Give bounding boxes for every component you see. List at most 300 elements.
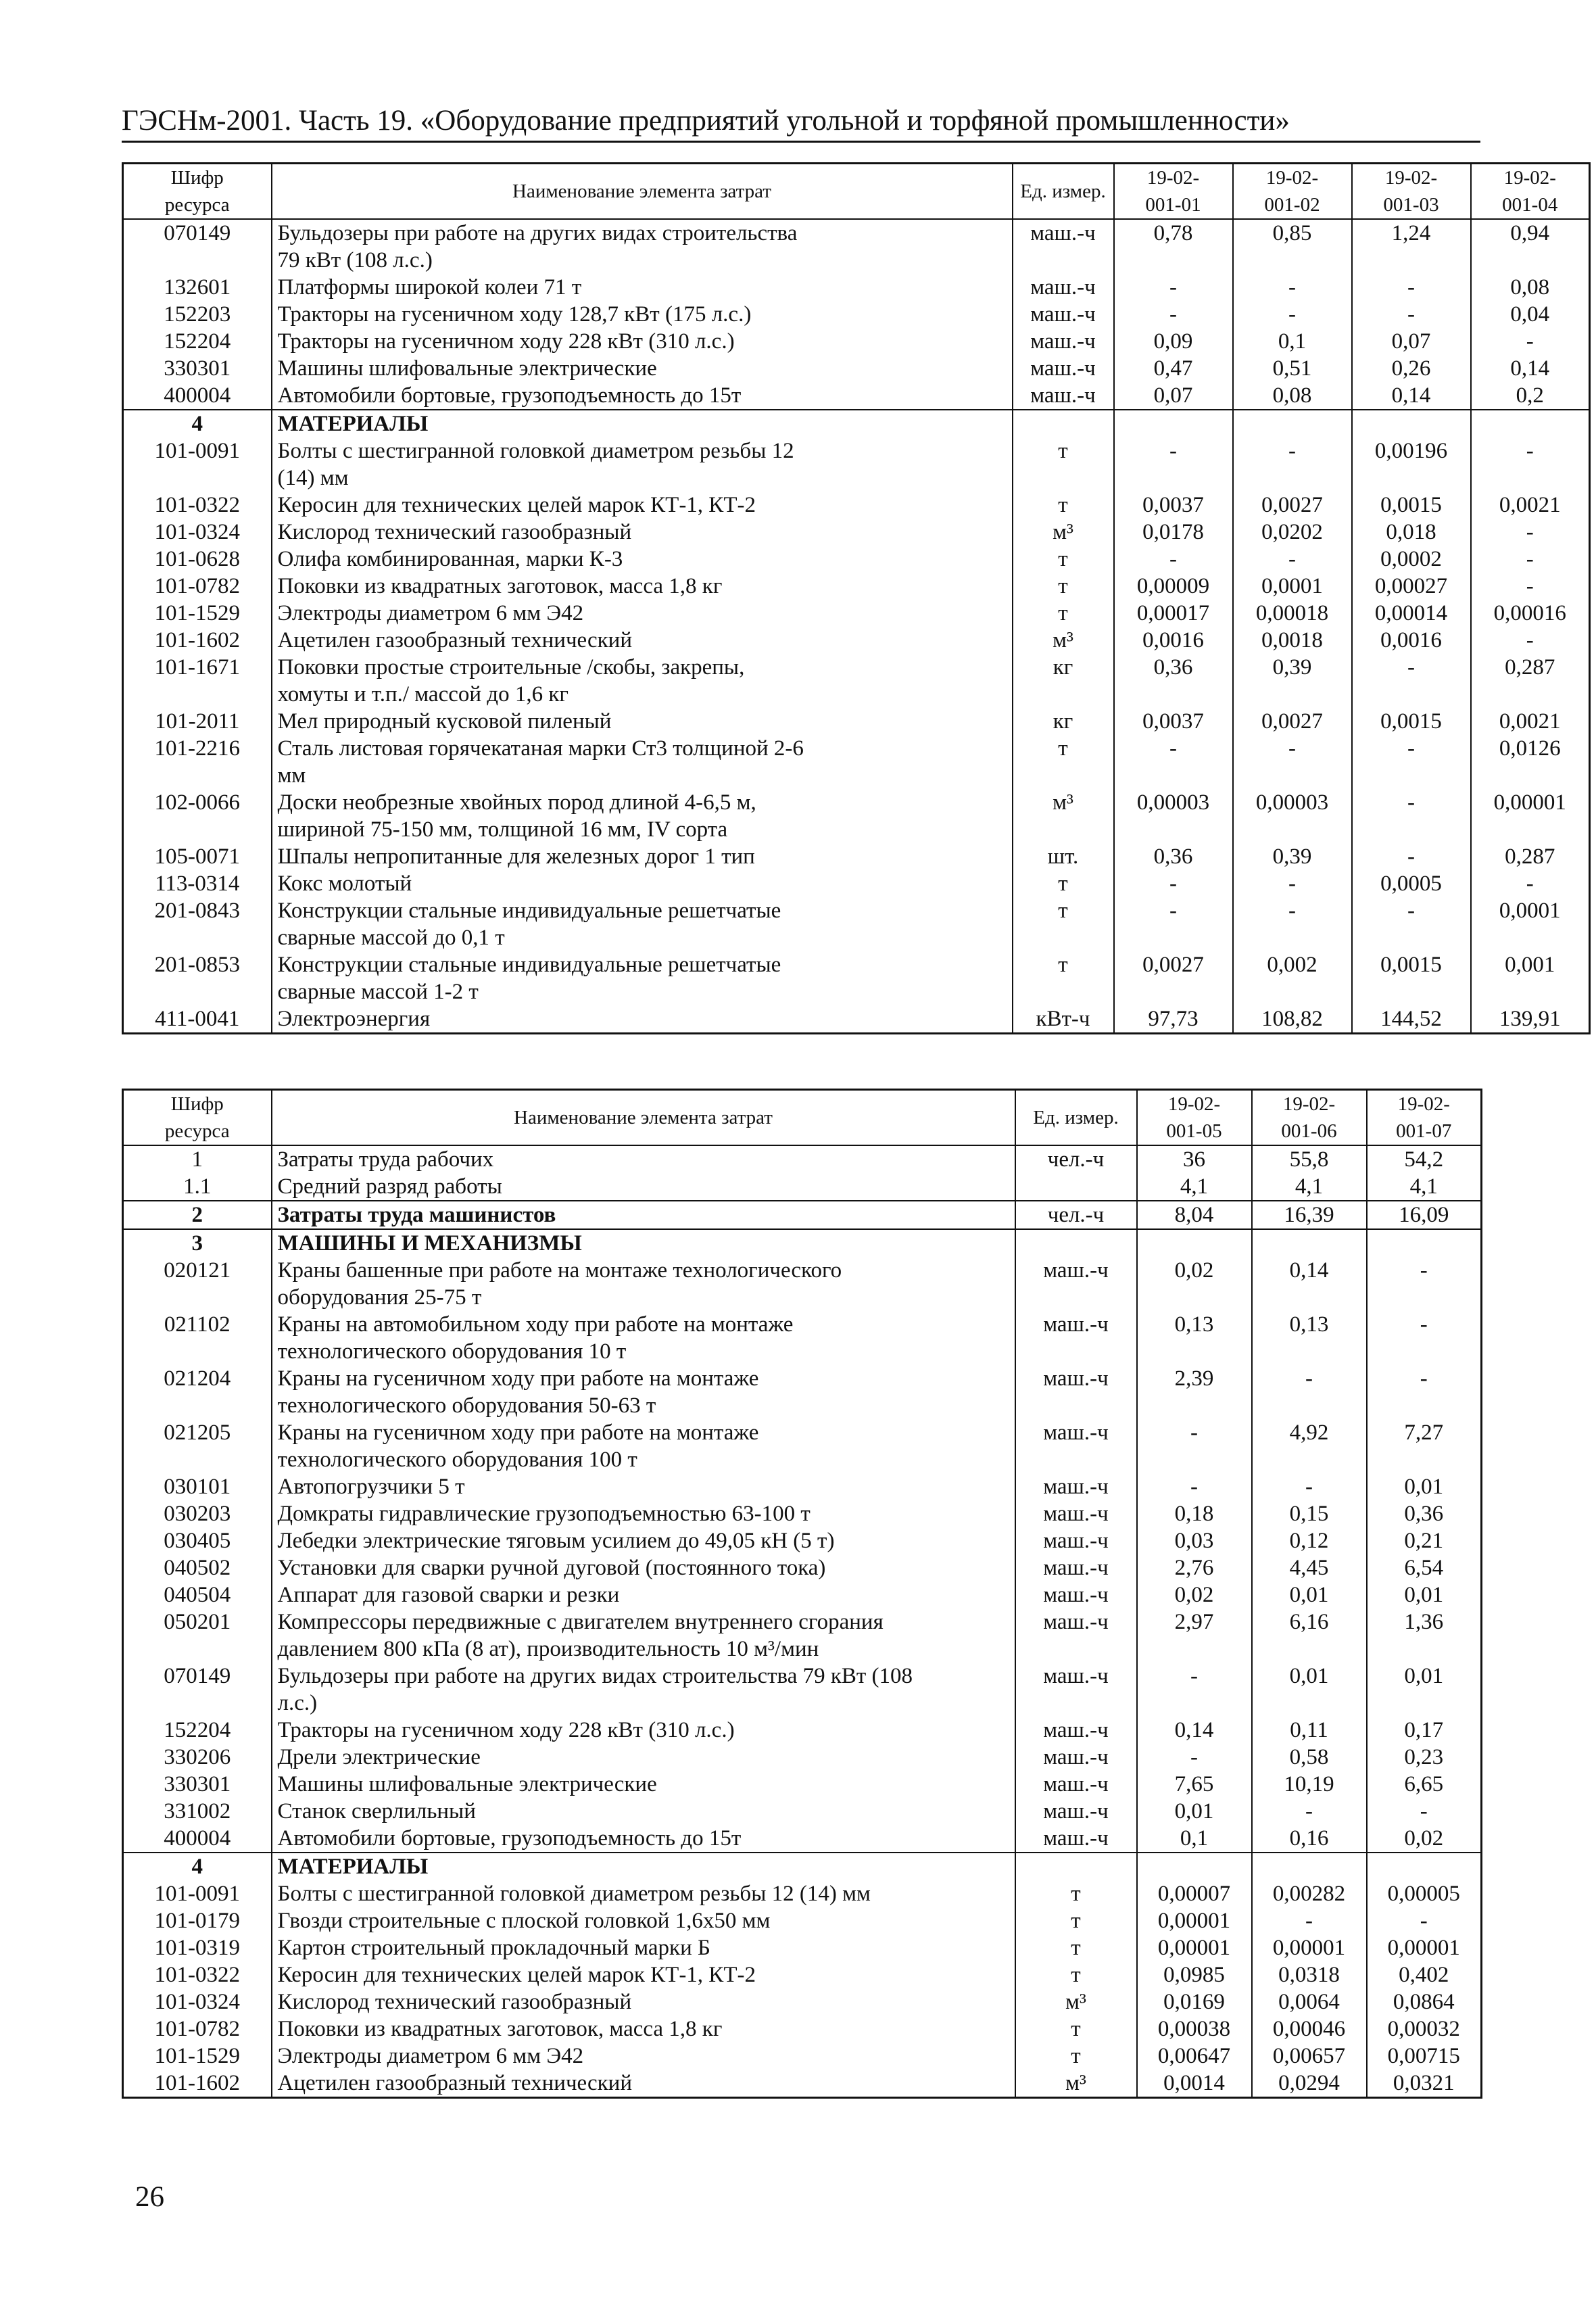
resource-name-line: (14) мм	[277, 466, 349, 490]
resource-name-line: л.с.)	[277, 1691, 318, 1715]
resource-name	[272, 1145, 1015, 1173]
value-cell	[1233, 410, 1352, 437]
col-header-unit: Ед. измер.	[1015, 1090, 1137, 1146]
col-header-name: Наименование элемента затрат	[272, 164, 1013, 220]
value-cell: 0,17	[1367, 1717, 1482, 1744]
table-row	[123, 627, 1590, 654]
resource-name	[272, 219, 1013, 274]
section-row	[123, 1853, 1482, 1880]
resource-code: 040502	[123, 1554, 272, 1581]
value-cell: 0,2	[1471, 382, 1590, 410]
resource-code: 101-0782	[123, 2015, 272, 2043]
unit-cell: т	[1013, 735, 1114, 789]
unit-cell	[1015, 1173, 1137, 1201]
resource-code: 070149	[123, 1663, 272, 1717]
value-cell: 0,23	[1367, 1744, 1482, 1771]
value-cell: 0,287	[1471, 654, 1590, 708]
table-row	[123, 573, 1590, 600]
value-cell: -	[1114, 301, 1233, 328]
value-cell: 0,018	[1352, 519, 1471, 546]
unit-cell: шт.	[1013, 843, 1114, 870]
resource-name	[272, 1229, 1015, 1257]
value-cell: -	[1471, 627, 1590, 654]
table-row	[123, 1934, 1482, 1961]
resource-name	[272, 1798, 1015, 1825]
value-cell: 0,85	[1233, 219, 1352, 274]
unit-cell: т	[1015, 1934, 1137, 1961]
value-cell: 36	[1137, 1145, 1252, 1173]
col-header-norm: 19-02- 001-01	[1114, 164, 1233, 220]
value-cell: 97,73	[1114, 1005, 1233, 1034]
value-cell: 0,1	[1137, 1825, 1252, 1853]
resource-name	[272, 301, 1013, 328]
section-row	[123, 410, 1590, 437]
resource-name	[272, 1311, 1015, 1365]
resource-code: 1.1	[123, 1173, 272, 1201]
unit-cell: т	[1013, 870, 1114, 897]
table-row	[123, 1005, 1590, 1034]
unit-cell: маш.-ч	[1013, 355, 1114, 382]
resource-code: 152204	[123, 328, 272, 355]
resource-code: 101-0322	[123, 492, 272, 519]
value-cell: 0,14	[1471, 355, 1590, 382]
value-cell: 0,00027	[1352, 573, 1471, 600]
unit-cell: чел.-ч	[1015, 1201, 1137, 1229]
value-cell: -	[1137, 1473, 1252, 1500]
table-row	[123, 654, 1590, 708]
resource-code: 101-0628	[123, 546, 272, 573]
table-row	[123, 219, 1590, 274]
table-row	[123, 1419, 1482, 1473]
value-cell: 0,0202	[1233, 519, 1352, 546]
resource-name	[272, 519, 1013, 546]
value-cell: 0,00032	[1367, 2015, 1482, 2043]
table-row	[123, 437, 1590, 492]
value-cell: 0,00001	[1471, 789, 1590, 843]
value-cell: -	[1367, 1907, 1482, 1934]
unit-cell: м³	[1013, 627, 1114, 654]
resource-code: 101-0091	[123, 1880, 272, 1907]
resource-name-line: Доски необрезные хвойных пород длиной 4-6,5 м,	[277, 790, 756, 815]
value-cell: -	[1352, 274, 1471, 301]
value-cell: 4,45	[1252, 1554, 1367, 1581]
value-cell: 0,21	[1367, 1527, 1482, 1554]
value-cell: -	[1352, 789, 1471, 843]
unit-cell: маш.-ч	[1015, 1798, 1137, 1825]
resource-name-line: Затраты труда рабочих	[277, 1147, 494, 1172]
value-cell: 0,13	[1252, 1311, 1367, 1365]
value-cell: 0,13	[1137, 1311, 1252, 1365]
resource-name	[272, 274, 1013, 301]
table-row	[123, 1554, 1482, 1581]
value-cell: 6,54	[1367, 1554, 1482, 1581]
resource-name-line: Ацетилен газообразный технический	[277, 2071, 633, 2095]
resource-name-line: сварные массой до 0,1 т	[277, 926, 505, 950]
value-cell: 0,0027	[1114, 951, 1233, 1005]
resource-name-line: Мел природный кусковой пиленый	[277, 709, 612, 734]
resource-name-line: Ацетилен газообразный технический	[277, 628, 633, 652]
resource-table-1	[122, 162, 1591, 1034]
unit-cell: чел.-ч	[1015, 1145, 1137, 1173]
resource-name	[272, 1201, 1015, 1229]
value-cell: 0,00001	[1137, 1907, 1252, 1934]
value-cell: 0,0321	[1367, 2070, 1482, 2098]
value-cell: 0,08	[1233, 382, 1352, 410]
value-cell: -	[1471, 870, 1590, 897]
resource-code: 101-0782	[123, 573, 272, 600]
resource-name	[272, 1825, 1015, 1853]
unit-cell: т	[1013, 600, 1114, 627]
resource-code: 1	[123, 1145, 272, 1173]
value-cell: 0,03	[1137, 1527, 1252, 1554]
resource-code: 201-0843	[123, 897, 272, 951]
resource-name	[272, 1744, 1015, 1771]
resource-name-line: Автомобили бортовые, грузоподъемность до 15т	[277, 1826, 742, 1851]
unit-cell: т	[1015, 1880, 1137, 1907]
resource-name	[272, 1853, 1015, 1880]
table-row	[123, 1581, 1482, 1608]
resource-name-line: хомуты и т.п./ массой до 1,6 кг	[277, 682, 569, 707]
resource-name	[272, 382, 1013, 410]
value-cell: 0,51	[1233, 355, 1352, 382]
resource-code: 3	[123, 1229, 272, 1257]
unit-cell: маш.-ч	[1013, 219, 1114, 274]
resource-code: 101-1671	[123, 654, 272, 708]
table-row	[123, 1880, 1482, 1907]
table-row	[123, 1608, 1482, 1663]
resource-code: 070149	[123, 219, 272, 274]
resource-code: 021204	[123, 1365, 272, 1419]
resource-name-line: шириной 75-150 мм, толщиной 16 мм, IV сорта	[277, 817, 728, 842]
resource-name-line: Затраты труда машинистов	[277, 1203, 556, 1227]
value-cell: -	[1252, 1907, 1367, 1934]
value-cell: 0,78	[1114, 219, 1233, 274]
value-cell: -	[1471, 546, 1590, 573]
resource-name	[272, 870, 1013, 897]
value-cell: 6,65	[1367, 1771, 1482, 1798]
resource-name	[272, 2070, 1015, 2098]
value-cell: 0,01	[1252, 1663, 1367, 1717]
col-header-name: Наименование элемента затрат	[272, 1090, 1015, 1146]
resource-name-line: Компрессоры передвижные с двигателем внутреннего сгорания	[277, 1610, 884, 1634]
resource-name-line: Платформы широкой колеи 71 т	[277, 275, 582, 300]
resource-name	[272, 1771, 1015, 1798]
value-cell: 108,82	[1233, 1005, 1352, 1034]
value-cell: 2,76	[1137, 1554, 1252, 1581]
value-cell: 0,00196	[1352, 437, 1471, 492]
unit-cell: маш.-ч	[1015, 1717, 1137, 1744]
resource-name-line: Поковки простые строительные /скобы, закрепы,	[277, 655, 745, 679]
value-cell: 0,0005	[1352, 870, 1471, 897]
resource-code: 152203	[123, 301, 272, 328]
value-cell: -	[1471, 573, 1590, 600]
value-cell: 0,39	[1233, 843, 1352, 870]
table-row	[123, 1173, 1482, 1201]
value-cell: 0,00007	[1137, 1880, 1252, 1907]
value-cell: -	[1114, 897, 1233, 951]
resource-code: 101-1529	[123, 600, 272, 627]
value-cell: 0,26	[1352, 355, 1471, 382]
table-row	[123, 2015, 1482, 2043]
value-cell	[1137, 1229, 1252, 1257]
unit-cell: маш.-ч	[1015, 1825, 1137, 1853]
table-row	[123, 1717, 1482, 1744]
unit-cell: т	[1015, 2043, 1137, 2070]
value-cell	[1367, 1229, 1482, 1257]
value-cell: 0,0064	[1252, 1988, 1367, 2015]
resource-name-line: Машины шлифовальные электрические	[277, 356, 657, 381]
value-cell: 0,18	[1137, 1500, 1252, 1527]
resource-code: 331002	[123, 1798, 272, 1825]
resource-code: 101-1602	[123, 627, 272, 654]
value-cell: 8,04	[1137, 1201, 1252, 1229]
resource-code: 400004	[123, 382, 272, 410]
resource-code: 4	[123, 410, 272, 437]
resource-name-line: Электроды диаметром 6 мм Э42	[277, 2044, 584, 2068]
value-cell: 144,52	[1352, 1005, 1471, 1034]
value-cell: 0,00017	[1114, 600, 1233, 627]
resource-name-line: давлением 800 кПа (8 ат), производительность 10 м³/мин	[277, 1637, 819, 1661]
table-row	[123, 1201, 1482, 1229]
resource-code: 102-0066	[123, 789, 272, 843]
resource-name	[272, 897, 1013, 951]
table-row	[123, 1473, 1482, 1500]
resource-code: 201-0853	[123, 951, 272, 1005]
unit-cell: т	[1013, 437, 1114, 492]
unit-cell: т	[1015, 2015, 1137, 2043]
value-cell	[1252, 1229, 1367, 1257]
resource-name	[272, 1500, 1015, 1527]
table-row	[123, 328, 1590, 355]
value-cell	[1471, 410, 1590, 437]
value-cell: 0,36	[1114, 654, 1233, 708]
resource-name-line: Кокс молотый	[277, 872, 412, 896]
resource-name	[272, 654, 1013, 708]
resource-name-line: Лебедки электрические тяговым усилием до 49,05 кН (5 т)	[277, 1529, 835, 1553]
value-cell: -	[1233, 546, 1352, 573]
table-row	[123, 870, 1590, 897]
value-cell: 0,00016	[1471, 600, 1590, 627]
value-cell: 0,0015	[1352, 951, 1471, 1005]
value-cell: 0,15	[1252, 1500, 1367, 1527]
table-row	[123, 492, 1590, 519]
resource-name	[272, 1934, 1015, 1961]
value-cell: -	[1114, 870, 1233, 897]
value-cell: 4,1	[1252, 1173, 1367, 1201]
value-cell: 0,0015	[1352, 708, 1471, 735]
resource-name	[272, 1473, 1015, 1500]
unit-cell: маш.-ч	[1013, 328, 1114, 355]
table-row	[123, 1663, 1482, 1717]
value-cell: -	[1233, 301, 1352, 328]
value-cell: -	[1233, 870, 1352, 897]
table-row	[123, 600, 1590, 627]
value-cell: 7,65	[1137, 1771, 1252, 1798]
value-cell: -	[1137, 1744, 1252, 1771]
unit-cell: т	[1013, 546, 1114, 573]
value-cell: 0,0016	[1114, 627, 1233, 654]
resource-name-line: Аппарат для газовой сварки и резки	[277, 1583, 620, 1607]
resource-code: 113-0314	[123, 870, 272, 897]
unit-cell: маш.-ч	[1015, 1663, 1137, 1717]
resource-name-line: Болты с шестигранной головкой диаметром резьбы 12	[277, 439, 794, 463]
value-cell: 0,00005	[1367, 1880, 1482, 1907]
value-cell: -	[1233, 897, 1352, 951]
value-cell	[1367, 1853, 1482, 1880]
resource-name-line: Тракторы на гусеничном ходу 128,7 кВт (175 л.с.)	[277, 302, 752, 327]
resource-name-line: Домкраты гидравлические грузоподъемностью 63-100 т	[277, 1502, 811, 1526]
value-cell: 0,11	[1252, 1717, 1367, 1744]
value-cell: 0,39	[1233, 654, 1352, 708]
resource-name	[272, 1717, 1015, 1744]
resource-name-line: Олифа комбинированная, марки К-3	[277, 547, 623, 571]
value-cell: 4,1	[1137, 1173, 1252, 1201]
resource-name	[272, 708, 1013, 735]
table-row	[123, 1771, 1482, 1798]
unit-cell: маш.-ч	[1013, 274, 1114, 301]
resource-code: 101-2216	[123, 735, 272, 789]
value-cell: 0,07	[1352, 328, 1471, 355]
value-cell	[1137, 1853, 1252, 1880]
resource-code: 030101	[123, 1473, 272, 1500]
resource-name-line: мм	[277, 763, 306, 788]
resource-code: 152204	[123, 1717, 272, 1744]
value-cell: 0,00003	[1114, 789, 1233, 843]
value-cell	[1352, 410, 1471, 437]
resource-code: 101-0319	[123, 1934, 272, 1961]
resource-name-line: Краны на автомобильном ходу при работе на монтаже	[277, 1312, 794, 1337]
value-cell: 0,00003	[1233, 789, 1352, 843]
resource-code: 030405	[123, 1527, 272, 1554]
value-cell: -	[1252, 1365, 1367, 1419]
col-header-norm: 19-02- 001-04	[1471, 164, 1590, 220]
unit-cell: т	[1015, 1907, 1137, 1934]
value-cell: -	[1471, 519, 1590, 546]
value-cell: 0,0021	[1471, 708, 1590, 735]
unit-cell: маш.-ч	[1015, 1365, 1137, 1419]
resource-name-line: Кислород технический газообразный	[277, 1990, 632, 2014]
value-cell: 0,0001	[1233, 573, 1352, 600]
resource-name-line: Бульдозеры при работе на других видах строительства 79 кВт (108	[277, 1664, 913, 1688]
resource-name	[272, 1880, 1015, 1907]
resource-name	[272, 1961, 1015, 1988]
resource-name-line: Керосин для технических целей марок КТ-1, КТ-2	[277, 493, 756, 517]
resource-name-line: Конструкции стальные индивидуальные решетчатые	[277, 899, 781, 923]
table-row	[123, 1988, 1482, 2015]
unit-cell: т	[1013, 492, 1114, 519]
resource-name	[272, 1581, 1015, 1608]
unit-cell: т	[1013, 897, 1114, 951]
value-cell: 0,04	[1471, 301, 1590, 328]
value-cell: 0,0864	[1367, 1988, 1482, 2015]
resource-name	[272, 2043, 1015, 2070]
resource-name-line: Автопогрузчики 5 т	[277, 1475, 465, 1499]
resource-name	[272, 1365, 1015, 1419]
unit-cell: т	[1013, 951, 1114, 1005]
resource-name-line: Болты с шестигранной головкой диаметром резьбы 12 (14) мм	[277, 1882, 871, 1906]
resource-code: 411-0041	[123, 1005, 272, 1034]
value-cell: 0,02	[1367, 1825, 1482, 1853]
value-cell: -	[1252, 1473, 1367, 1500]
table-row	[123, 355, 1590, 382]
unit-cell: маш.-ч	[1015, 1554, 1137, 1581]
value-cell: -	[1367, 1257, 1482, 1311]
resource-name-line: Средний разряд работы	[277, 1174, 502, 1199]
value-cell: 0,58	[1252, 1744, 1367, 1771]
value-cell: 0,1	[1233, 328, 1352, 355]
value-cell: 0,14	[1137, 1717, 1252, 1744]
resource-name-line: Поковки из квадратных заготовок, масса 1,8 кг	[277, 574, 723, 598]
unit-cell	[1013, 410, 1114, 437]
resource-name	[272, 1173, 1015, 1201]
value-cell: 0,00001	[1252, 1934, 1367, 1961]
unit-cell: маш.-ч	[1015, 1257, 1137, 1311]
table-row	[123, 1825, 1482, 1853]
value-cell: 0,00038	[1137, 2015, 1252, 2043]
value-cell	[1114, 410, 1233, 437]
value-cell: 0,94	[1471, 219, 1590, 274]
resource-name-line: Машины шлифовальные электрические	[277, 1772, 657, 1796]
value-cell: 0,00647	[1137, 2043, 1252, 2070]
resource-name-line: Дрели электрические	[277, 1745, 481, 1769]
resource-name	[272, 2015, 1015, 2043]
unit-cell: м³	[1013, 789, 1114, 843]
table-row	[123, 1365, 1482, 1419]
unit-cell: маш.-ч	[1015, 1311, 1137, 1365]
resource-code: 021205	[123, 1419, 272, 1473]
value-cell: 0,00018	[1233, 600, 1352, 627]
unit-cell: кВт-ч	[1013, 1005, 1114, 1034]
value-cell: 7,27	[1367, 1419, 1482, 1473]
resource-code: 101-0322	[123, 1961, 272, 1988]
resource-code: 4	[123, 1853, 272, 1880]
value-cell: 0,0016	[1352, 627, 1471, 654]
table-row	[123, 382, 1590, 410]
table-row	[123, 1744, 1482, 1771]
resource-name	[272, 437, 1013, 492]
value-cell: 55,8	[1252, 1145, 1367, 1173]
value-cell: 0,0037	[1114, 708, 1233, 735]
resource-name	[272, 789, 1013, 843]
resource-name	[272, 1419, 1015, 1473]
value-cell: 0,0126	[1471, 735, 1590, 789]
table-row	[123, 951, 1590, 1005]
value-cell: 0,00001	[1137, 1934, 1252, 1961]
resource-name-line: Тракторы на гусеничном ходу 228 кВт (310 л.с.)	[277, 329, 735, 354]
unit-cell: м³	[1015, 2070, 1137, 2098]
resource-name-line: Электроэнергия	[277, 1007, 431, 1031]
value-cell: -	[1233, 274, 1352, 301]
resource-name-line: Гвозди строительные с плоской головкой 1,6х50 мм	[277, 1909, 771, 1933]
value-cell: -	[1367, 1311, 1482, 1365]
unit-cell	[1015, 1853, 1137, 1880]
resource-code: 330206	[123, 1744, 272, 1771]
resource-name	[272, 1907, 1015, 1934]
value-cell: -	[1137, 1663, 1252, 1717]
value-cell: 0,0178	[1114, 519, 1233, 546]
resource-name-line: МАШИНЫ И МЕХАНИЗМЫ	[277, 1231, 582, 1256]
value-cell: 0,07	[1114, 382, 1233, 410]
resource-code: 101-1529	[123, 2043, 272, 2070]
resource-name-line: Краны на гусеничном ходу при работе на монтаже	[277, 1421, 759, 1445]
resource-name-line: МАТЕРИАЛЫ	[277, 412, 429, 436]
resource-code: 030203	[123, 1500, 272, 1527]
resource-name-line: Тракторы на гусеничном ходу 228 кВт (310 л.с.)	[277, 1718, 735, 1742]
value-cell: -	[1114, 546, 1233, 573]
col-header-norm: 19-02- 001-06	[1252, 1090, 1367, 1146]
unit-cell: кг	[1013, 708, 1114, 735]
col-header-code: Шифр ресурса	[123, 1090, 272, 1146]
